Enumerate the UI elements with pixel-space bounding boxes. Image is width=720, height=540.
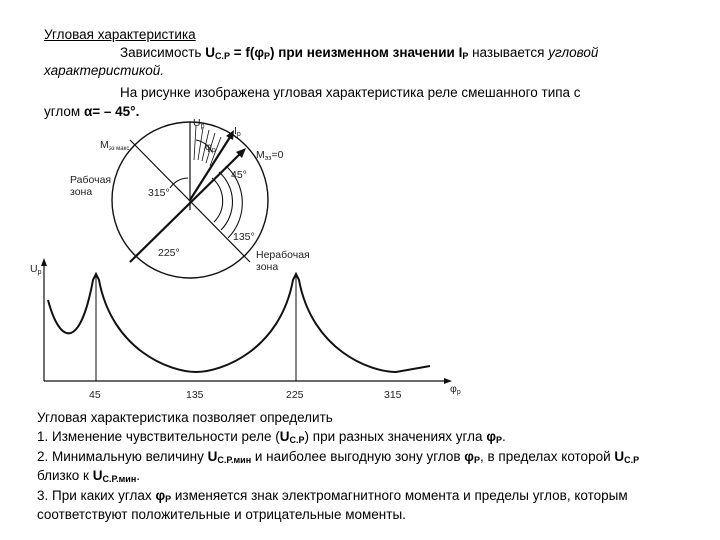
- phi-axis-line: [130, 150, 244, 262]
- work-zone-label-2: зона: [70, 186, 93, 198]
- idle-zone-label-2: зона: [256, 261, 279, 273]
- i-label: Iр: [234, 125, 241, 138]
- angle-45-label: 45°: [231, 169, 247, 181]
- phi-label: φр: [205, 141, 216, 154]
- description-line-1: На рисунке изображена угловая характеристика реле смешанного типа с: [120, 85, 581, 100]
- graph-guides: [96, 274, 296, 381]
- tick-315: 315: [384, 389, 402, 401]
- point-3-line-1: 3. При каких углах $\varphi_Р$ изменяется знак электромагнитного момента и пределы углов, которым: [37, 488, 628, 504]
- angle-135-label: 135°: [233, 231, 255, 243]
- definition-line-1: Зависимость $U_{С.Р} = f(\varphi_Р)$ при неизменном значении $I_Р$ называется угловой: [120, 45, 599, 61]
- graph-x-label: φр: [450, 383, 461, 396]
- angular-characteristic-curve: [48, 274, 430, 372]
- point-2-line-1: 2. Минимальную величину $U_{С.Р.мин}$ и наиболее выгодную зону углов $\varphi_Р$, в пределах которой $U_{С.Р}$: [37, 449, 640, 465]
- body-intro: Угловая характеристика позволяет определить: [37, 410, 333, 425]
- max-torque-label: Мэз макс: [100, 139, 130, 152]
- definition-line-2: характеристикой.: [44, 63, 165, 78]
- angle-315-label: 315°: [148, 187, 170, 199]
- angle-arcs: [170, 140, 242, 238]
- work-zone-label-1: Рабочая: [70, 174, 112, 186]
- point-1: 1. Изменение чувствительности реле $(U_{С.Р})$ при разных значениях угла $\varphi_Р$.: [37, 429, 506, 445]
- point-3-line-2: соответствуют положительные и отрицательные моменты.: [37, 507, 406, 522]
- angle-225-label: 225°: [158, 247, 180, 259]
- point-2-line-2: близко к $U_{С.Р.мин}$.: [37, 468, 141, 484]
- idle-zone-label-1: Нерабочая: [256, 249, 310, 261]
- tick-45: 45: [89, 389, 101, 401]
- graph-y-label: Uр: [30, 263, 42, 276]
- tick-225: 225: [286, 389, 304, 401]
- u-label: Uр: [193, 117, 205, 130]
- zero-torque-label: Мэз=0: [256, 149, 284, 162]
- graph-y-arrow: [41, 258, 47, 266]
- description-line-2: углом α= – 45°.: [44, 104, 140, 119]
- tick-135: 135: [186, 389, 204, 401]
- page-title: Угловая характеристика: [44, 27, 196, 42]
